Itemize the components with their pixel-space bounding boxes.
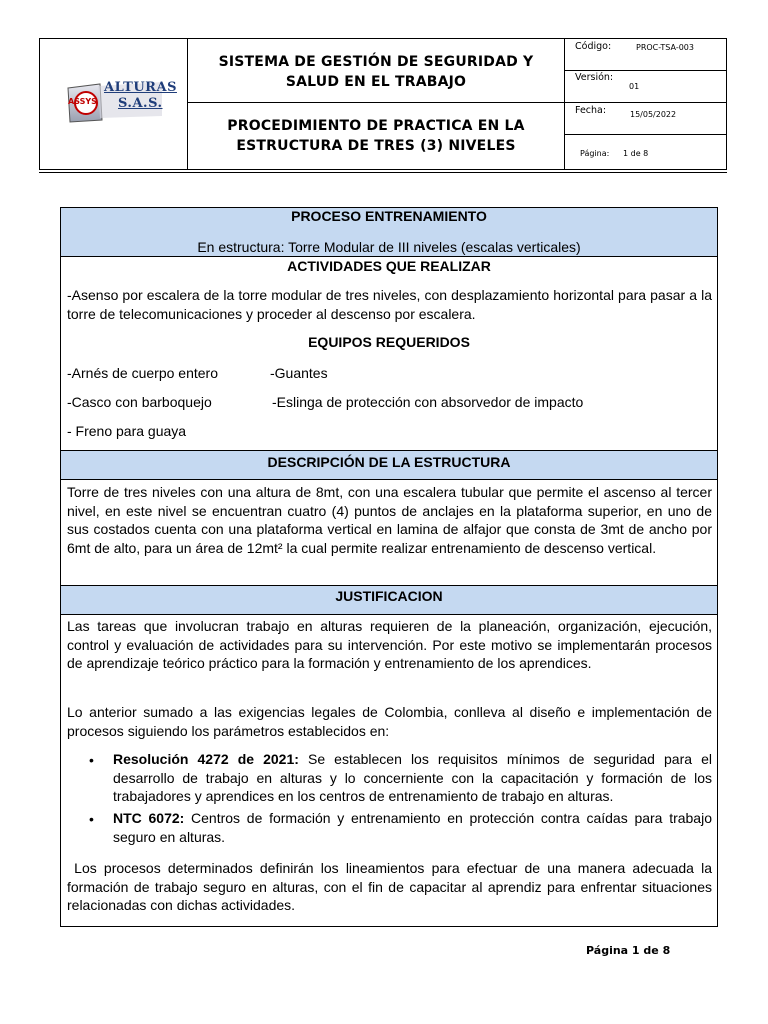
logo-text-right: S.A.S. xyxy=(118,96,163,111)
system-title-line: SISTEMA DE GESTIÓN DE SEGURIDAD Y xyxy=(218,54,534,70)
version-value: 01 xyxy=(629,82,640,91)
date-label: Fecha: xyxy=(575,105,607,116)
page-value: 1 de 8 xyxy=(623,149,649,158)
justification-paragraph: Lo anterior sumado a las exigencias legales de Colombia, conlleva al diseño e implementación de procesos siguiendo los parámetros establecidos en: xyxy=(67,704,712,739)
procedure-title xyxy=(190,116,562,156)
system-title xyxy=(190,52,562,92)
header-double-rule xyxy=(39,172,727,173)
code-label: Código: xyxy=(575,41,612,52)
legal-reference-title: NTC 6072: xyxy=(113,810,185,826)
date-value: 15/05/2022 xyxy=(630,110,677,119)
equipment-item: - Freno para guaya xyxy=(67,423,187,439)
bullet-icon: • xyxy=(89,752,94,768)
header-divider xyxy=(564,39,565,169)
system-title-line: SALUD EN EL TRABAJO xyxy=(285,74,467,90)
equipment-item: -Casco con barboquejo xyxy=(67,394,212,410)
logo-text-right: ALTURAS xyxy=(104,80,177,95)
process-subtitle: En estructura: Torre Modular de III niveles (escalas verticales) xyxy=(197,239,581,255)
equipment-item: -Guantes xyxy=(270,365,328,381)
legal-reference xyxy=(113,809,712,846)
page-footer: Página 1 de 8 xyxy=(586,944,671,957)
procedure-title-line: ESTRUCTURA DE TRES (3) NIVELES xyxy=(236,138,516,154)
header-divider xyxy=(564,134,726,135)
header-divider xyxy=(187,39,188,169)
structure-text: Torre de tres niveles con una altura de 8mt, con una escalera tubular que permite el ascenso al tercer nivel, en este nivel se encuentran cuatro (4) puntos de anclajes en la plataforma superior, en uno de sus costados cuenta con una plataforma vertical en lamina de alfajor que consta de 3mt de ancho por 6mt de alto, para un área de 12mt² la cual permite realizar entrenamiento de descenso vertical. xyxy=(67,484,712,556)
structure-heading: DESCRIPCIÓN DE LA ESTRUCTURA xyxy=(267,454,511,470)
justification-heading: JUSTIFICACION xyxy=(335,588,443,604)
equipment-heading: EQUIPOS REQUERIDOS xyxy=(308,334,470,350)
page-label: Página: xyxy=(580,149,610,158)
process-title: PROCESO ENTRENAMIENTO xyxy=(291,208,487,224)
header-divider xyxy=(564,70,726,71)
equipment-item: -Eslinga de protección con absorvedor de impacto xyxy=(272,394,584,410)
header-divider xyxy=(187,102,726,103)
code-value: PROC-TSA-003 xyxy=(636,43,694,52)
bullet-icon: • xyxy=(89,811,94,827)
version-label: Versión: xyxy=(575,72,614,83)
legal-reference-text: Se establecen los requisitos mínimos de seguridad para el desarrollo de trabajo en alturas y lo concerniente con la capacitación y formación de los trabajadores y aprendices en los centros de entrenamiento de trabajo en alturas. xyxy=(113,751,712,804)
justification-paragraph: Los procesos determinados definirán los lineamientos para efectuar de una manera adecuada la formación de trabajo seguro en alturas, con el fin de capacitar al aprendiz para enfrentar situaciones relacionadas con dichas actividades. xyxy=(67,860,716,913)
logo-text-left: ASSYS xyxy=(68,97,97,106)
legal-reference-title: Resolución 4272 de 2021: xyxy=(113,751,299,767)
legal-reference-text: Centros de formación y entrenamiento en protección contra caídas para trabajo seguro en alturas. xyxy=(113,810,712,845)
justification-paragraph: Las tareas que involucran trabajo en alturas requieren de la planeación, organización, ejecución, control y evaluación de actividades para su intervención. Por este motivo se implementarán procesos de aprendizaje teórico práctico para la formación y entrenamiento de los aprendices. xyxy=(67,618,712,671)
equipment-item: -Arnés de cuerpo entero xyxy=(67,365,218,381)
procedure-title-line: PROCEDIMIENTO DE PRACTICA EN LA xyxy=(227,118,525,134)
legal-reference xyxy=(113,750,712,806)
activities-heading: ACTIVIDADES QUE REALIZAR xyxy=(287,258,491,274)
activities-text: -Asenso por escalera de la torre modular de tres niveles, con desplazamiento horizontal para pasar a la torre de telecomunicaciones y proceder al descenso por escalera. xyxy=(67,287,712,322)
